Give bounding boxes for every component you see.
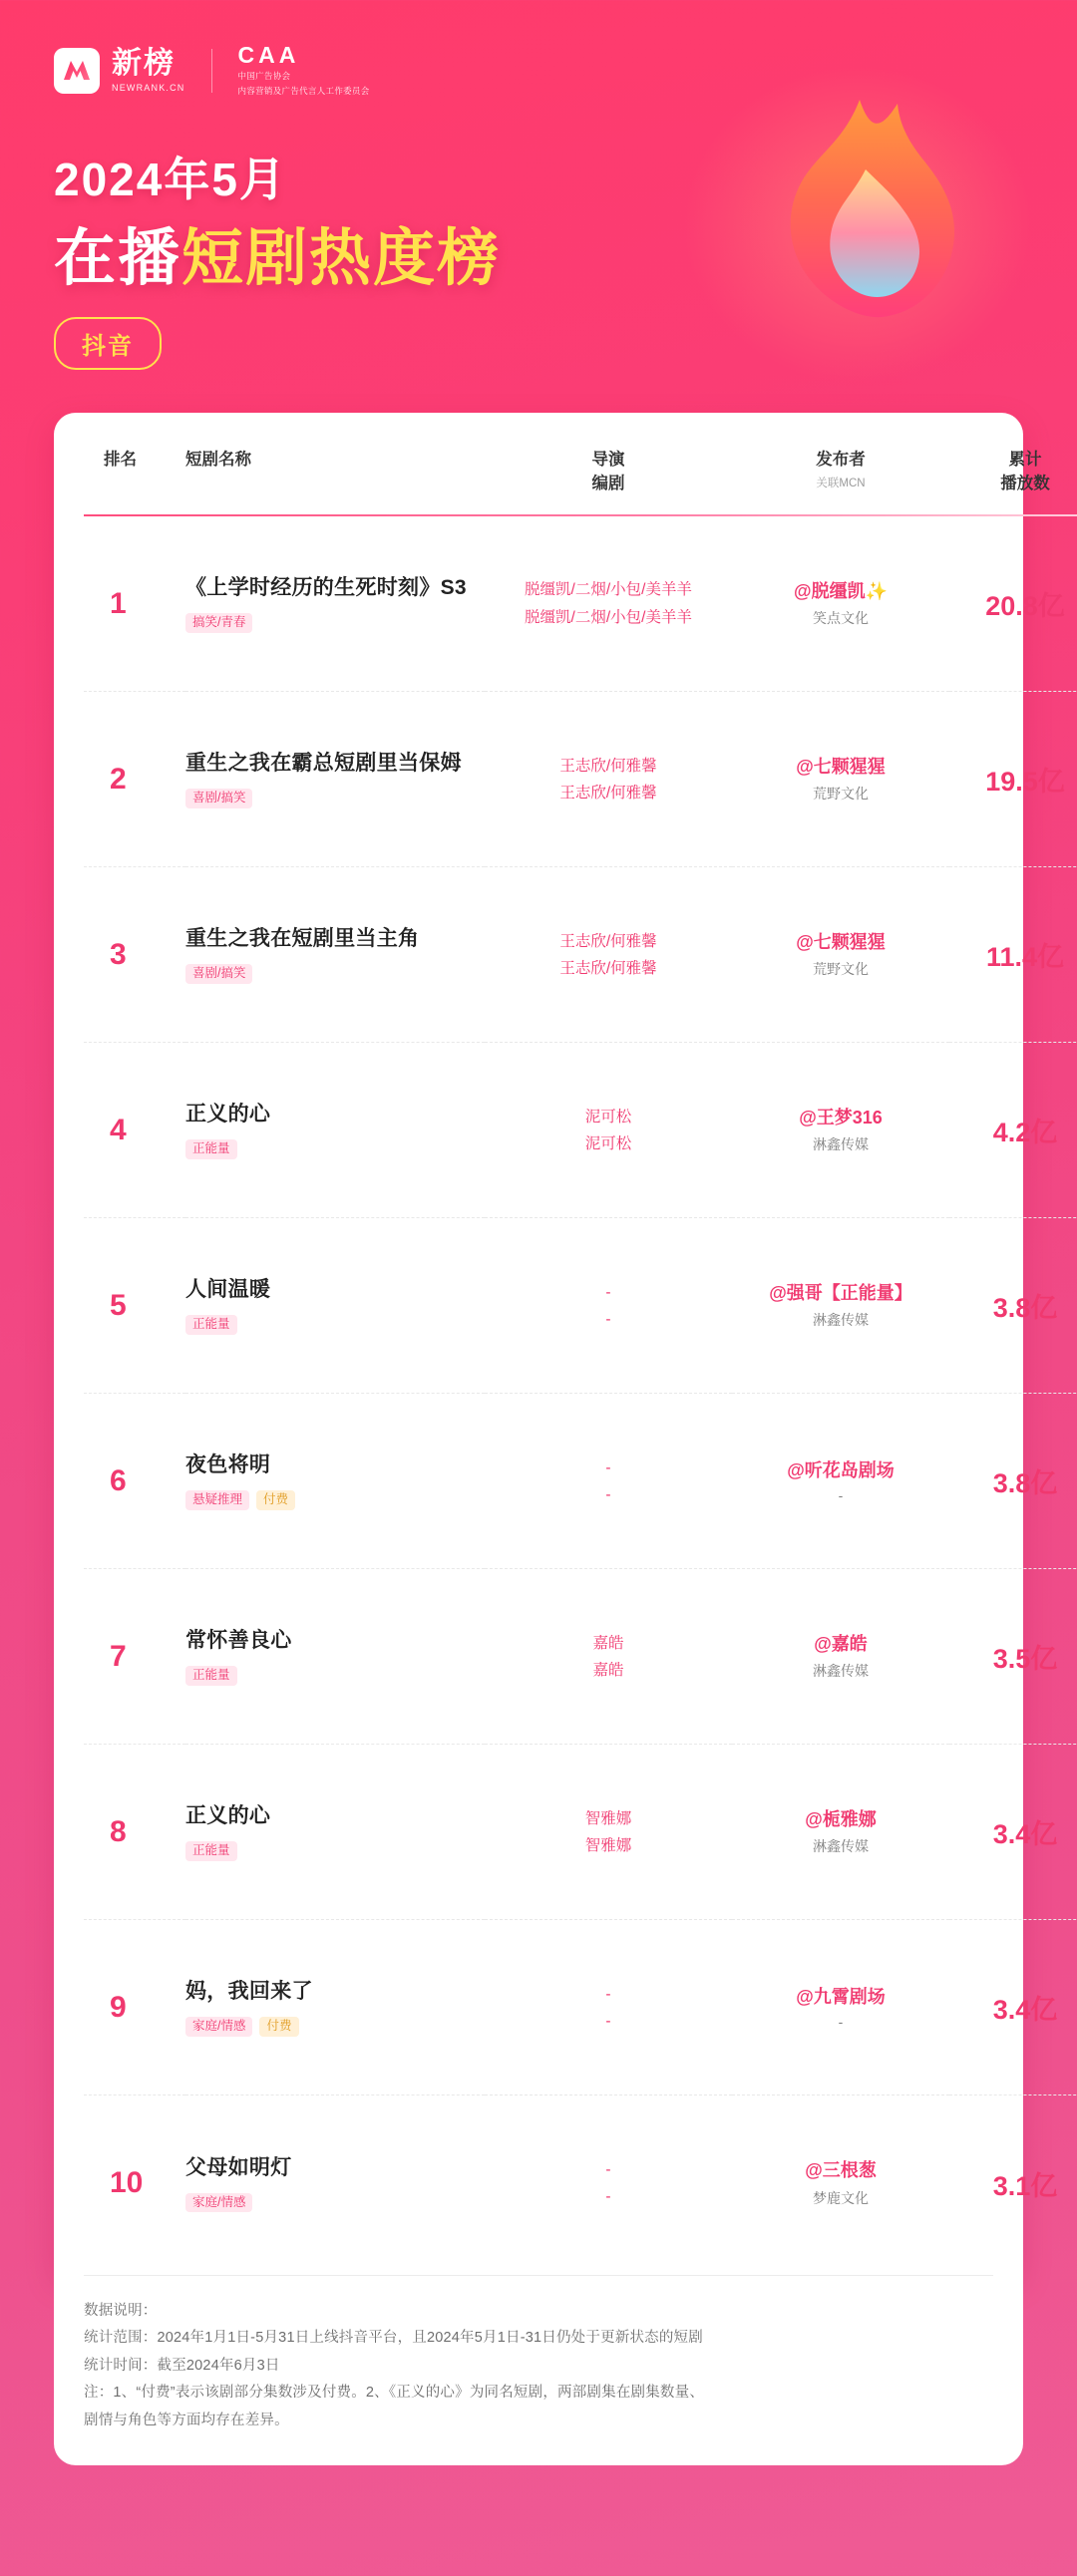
row-name-cell: [185, 1920, 485, 2095]
caa-sub-line2: 内容营销及广告代言人工作委员会: [237, 86, 370, 97]
caa-logo-text: CAA: [237, 42, 300, 68]
row-publisher[interactable]: @脱缰凯✨: [794, 580, 888, 601]
col-header-director-line1: 导演: [591, 451, 625, 469]
genre-badge: 悬疑推理: [185, 1490, 249, 1510]
row-drama-name: 夜色将明: [185, 1453, 271, 1477]
paid-badge: 付费: [256, 1490, 295, 1510]
col-header-publisher: [732, 439, 949, 514]
col-header-plays: [949, 439, 1077, 514]
genre-badge: 正能量: [185, 1139, 237, 1159]
notes-line-1: 数据说明：: [84, 2302, 158, 2319]
row-mcn: 梦鹿文化: [813, 2189, 869, 2206]
row-publisher[interactable]: @嘉皓: [814, 1634, 868, 1655]
row-name-cell: [185, 1569, 485, 1745]
ranking-table: [84, 439, 1077, 2271]
newrank-logo-en: NEWRANK.CN: [112, 82, 185, 93]
notes-line-4: 注：1、“付费”表示该剧部分集数涉及付费。2、《正义的心》为同名短剧，两部剧集在剧集数量、: [84, 2385, 705, 2402]
genre-badge: 正能量: [185, 1315, 237, 1335]
row-drama-name: 父母如明灯: [185, 2155, 292, 2179]
row-publisher[interactable]: @七颗猩猩: [796, 932, 886, 953]
col-header-name: 短剧名称: [185, 451, 251, 469]
row-mcn: 荒野文化: [813, 786, 869, 803]
row-writer: -: [605, 2188, 611, 2206]
row-writer: 王志欣/何雅馨: [559, 959, 657, 977]
row-badges: [185, 964, 471, 984]
row-director: -: [605, 1283, 611, 1301]
row-publisher-cell: [732, 692, 949, 867]
row-director-cell: [485, 2095, 732, 2271]
newrank-logo: [54, 48, 185, 94]
table-body: [84, 516, 1077, 2271]
notes-line-2: 统计范围：2024年1月1日-5月31日上线抖音平台，且2024年5月1日-31日仍处于更新状态的短剧: [84, 2330, 703, 2347]
row-director-cell: [485, 1569, 732, 1745]
row-writer: 脱缰凯/二烟/小包/美羊羊: [525, 608, 692, 626]
genre-badge: 正能量: [185, 1666, 237, 1686]
row-publisher-cell: [732, 2095, 949, 2271]
table-row[interactable]: [84, 1569, 1077, 1745]
row-name-cell: [185, 516, 485, 692]
row-plays: 3.8亿: [949, 1394, 1077, 1569]
page-title-part1: 在播: [54, 223, 182, 293]
row-badges: [185, 2017, 471, 2037]
notes-line-5: 剧情与角色等方面均存在差异。: [84, 2413, 289, 2429]
row-drama-name: 《上学时经历的生死时刻》S3: [185, 576, 467, 600]
platform-tag: 抖音: [54, 317, 162, 370]
row-rank: 5: [84, 1218, 185, 1394]
row-name-cell: [185, 692, 485, 867]
row-publisher[interactable]: @七颗猩猩: [796, 757, 886, 778]
row-badges: [185, 789, 471, 808]
brand-divider: [211, 49, 212, 93]
row-mcn: 荒野文化: [813, 961, 869, 978]
col-header-publisher-main: 发布者: [816, 451, 866, 469]
row-plays: 3.5亿: [949, 1569, 1077, 1745]
row-director-cell: [485, 867, 732, 1043]
row-drama-name: 正义的心: [185, 1804, 271, 1828]
row-director: -: [605, 1985, 611, 2003]
row-badges: [185, 1666, 471, 1686]
row-rank: 1: [84, 516, 185, 692]
row-writer: 智雅娜: [584, 1836, 632, 1854]
row-director: -: [605, 2160, 611, 2178]
row-mcn: 淋鑫传媒: [813, 1312, 869, 1329]
row-badges: [185, 1139, 471, 1159]
row-rank: 8: [84, 1745, 185, 1920]
row-publisher[interactable]: @强哥【正能量】: [769, 1283, 912, 1304]
table-row[interactable]: [84, 2095, 1077, 2271]
report-year: 2024年5月: [54, 153, 287, 205]
page-title-part2: 短剧热度榜: [181, 223, 502, 293]
row-writer: -: [605, 1485, 611, 1503]
row-mcn: 淋鑫传媒: [813, 1838, 869, 1855]
row-publisher[interactable]: @栀雅娜: [805, 1809, 877, 1830]
row-plays: 20.8亿: [949, 516, 1077, 692]
genre-badge: 喜剧/搞笑: [185, 789, 252, 808]
row-plays: 19.5亿: [949, 692, 1077, 867]
newrank-logo-text: [112, 46, 185, 93]
col-header-director-line2: 编剧: [591, 474, 625, 492]
table-row[interactable]: [84, 692, 1077, 867]
row-director-cell: [485, 1218, 732, 1394]
row-drama-name: 重生之我在霸总短剧里当保姆: [185, 752, 462, 776]
row-director: -: [605, 1458, 611, 1476]
row-mcn: 淋鑫传媒: [813, 1663, 869, 1680]
col-header-plays-line1: 累计: [1008, 451, 1042, 469]
col-header-plays-line2: 播放数: [1000, 474, 1050, 492]
row-director-cell: [485, 516, 732, 692]
row-director: 嘉皓: [592, 1634, 624, 1652]
row-director: 脱缰凯/二烟/小包/美羊羊: [525, 581, 692, 599]
paid-badge: 付费: [259, 2017, 298, 2037]
table-row[interactable]: [84, 1920, 1077, 2095]
row-publisher-cell: [732, 867, 949, 1043]
row-publisher-cell: [732, 1569, 949, 1745]
row-rank: 7: [84, 1569, 185, 1745]
row-name-cell: [185, 867, 485, 1043]
row-badges: [185, 1841, 471, 1861]
row-publisher-cell: [732, 1745, 949, 1920]
row-rank: 10: [110, 2166, 144, 2200]
row-director-cell: [485, 1394, 732, 1569]
row-badges: [185, 613, 471, 633]
row-director-cell: [485, 1920, 732, 2095]
col-header-director: [485, 439, 732, 514]
row-publisher-cell: [732, 1920, 949, 2095]
table-row[interactable]: [84, 867, 1077, 1043]
genre-badge: 家庭/情感: [185, 2017, 252, 2037]
row-publisher-cell: [732, 1394, 949, 1569]
table-row[interactable]: [84, 1745, 1077, 1920]
notes-section: [54, 2275, 1023, 2465]
row-publisher-cell: [732, 516, 949, 692]
title-block: [54, 144, 1023, 370]
row-mcn: 淋鑫传媒: [813, 1136, 869, 1153]
row-drama-name: 常怀善良心: [185, 1629, 292, 1653]
table-row[interactable]: [84, 516, 1077, 692]
genre-badge: 正能量: [185, 1841, 237, 1861]
row-plays: 3.1亿: [992, 2170, 1058, 2201]
row-writer: 王志欣/何雅馨: [559, 784, 657, 802]
row-mcn: 笑点文化: [813, 610, 869, 627]
row-publisher[interactable]: @听花岛剧场: [787, 1460, 895, 1481]
row-rank: 6: [84, 1394, 185, 1569]
row-director-cell: [485, 1043, 732, 1218]
caa-block: [238, 44, 370, 98]
genre-badge: 家庭/情感: [185, 2193, 252, 2213]
table-row[interactable]: [84, 1394, 1077, 1569]
row-drama-name: 妈，我回来了: [185, 1980, 313, 2004]
table-head: [84, 439, 1077, 516]
table-row[interactable]: [84, 1043, 1077, 1218]
row-name-cell: [185, 1043, 485, 1218]
col-header-publisher-sub: 关联MCN: [816, 477, 866, 489]
row-publisher[interactable]: @王梦316: [799, 1108, 883, 1128]
row-badges: [185, 1315, 471, 1335]
row-name-cell: [185, 2095, 485, 2271]
row-rank: 4: [84, 1043, 185, 1218]
row-writer: 嘉皓: [592, 1661, 624, 1679]
row-director: 王志欣/何雅馨: [559, 932, 657, 950]
row-director: 泥可松: [584, 1108, 632, 1126]
table-row[interactable]: [84, 1218, 1077, 1394]
row-badges: [185, 1490, 471, 1510]
row-director-cell: [485, 692, 732, 867]
row-plays: 11.4亿: [949, 867, 1077, 1043]
newrank-logo-mark-icon: [54, 48, 100, 94]
row-publisher-cell: [732, 1043, 949, 1218]
row-mcn: -: [838, 1487, 844, 1504]
row-drama-name: 重生之我在短剧里当主角: [185, 927, 420, 951]
row-name-cell: [185, 1745, 485, 1920]
notes-line-3: 统计时间：截至2024年6月3日: [84, 2357, 280, 2374]
row-mcn: -: [838, 2014, 844, 2031]
row-writer: -: [605, 1310, 611, 1328]
row-director: 王志欣/何雅馨: [559, 757, 657, 775]
row-badges: [185, 2193, 471, 2213]
row-plays: 3.4亿: [949, 1920, 1077, 2095]
row-drama-name: 正义的心: [185, 1103, 271, 1127]
page-header: [0, 0, 1077, 399]
row-plays: 3.4亿: [949, 1745, 1077, 1920]
page-title: [54, 225, 1023, 293]
row-plays: 4.2亿: [949, 1043, 1077, 1218]
row-rank: 9: [84, 1920, 185, 2095]
caa-sub-line1: 中国广告协会: [237, 71, 291, 81]
row-publisher-cell: [732, 1218, 949, 1394]
newrank-logo-cn: 新榜: [112, 46, 176, 80]
genre-badge: 喜剧/搞笑: [185, 964, 252, 984]
row-director-cell: [485, 1745, 732, 1920]
row-plays: 3.8亿: [949, 1218, 1077, 1394]
row-name-cell: [185, 1394, 485, 1569]
row-publisher[interactable]: @九霄剧场: [796, 1987, 886, 2008]
col-header-rank: 排名: [104, 451, 137, 469]
genre-badge: 搞笑/青春: [185, 613, 252, 633]
ranking-card: [54, 413, 1065, 2275]
row-drama-name: 人间温暖: [185, 1278, 271, 1302]
row-name-cell: [185, 1218, 485, 1394]
row-rank: 2: [84, 692, 185, 867]
row-writer: 泥可松: [584, 1134, 632, 1152]
row-writer: -: [605, 2012, 611, 2030]
row-rank: 3: [84, 867, 185, 1043]
row-director: 智雅娜: [584, 1809, 632, 1827]
row-publisher[interactable]: @三根葱: [805, 2160, 877, 2181]
